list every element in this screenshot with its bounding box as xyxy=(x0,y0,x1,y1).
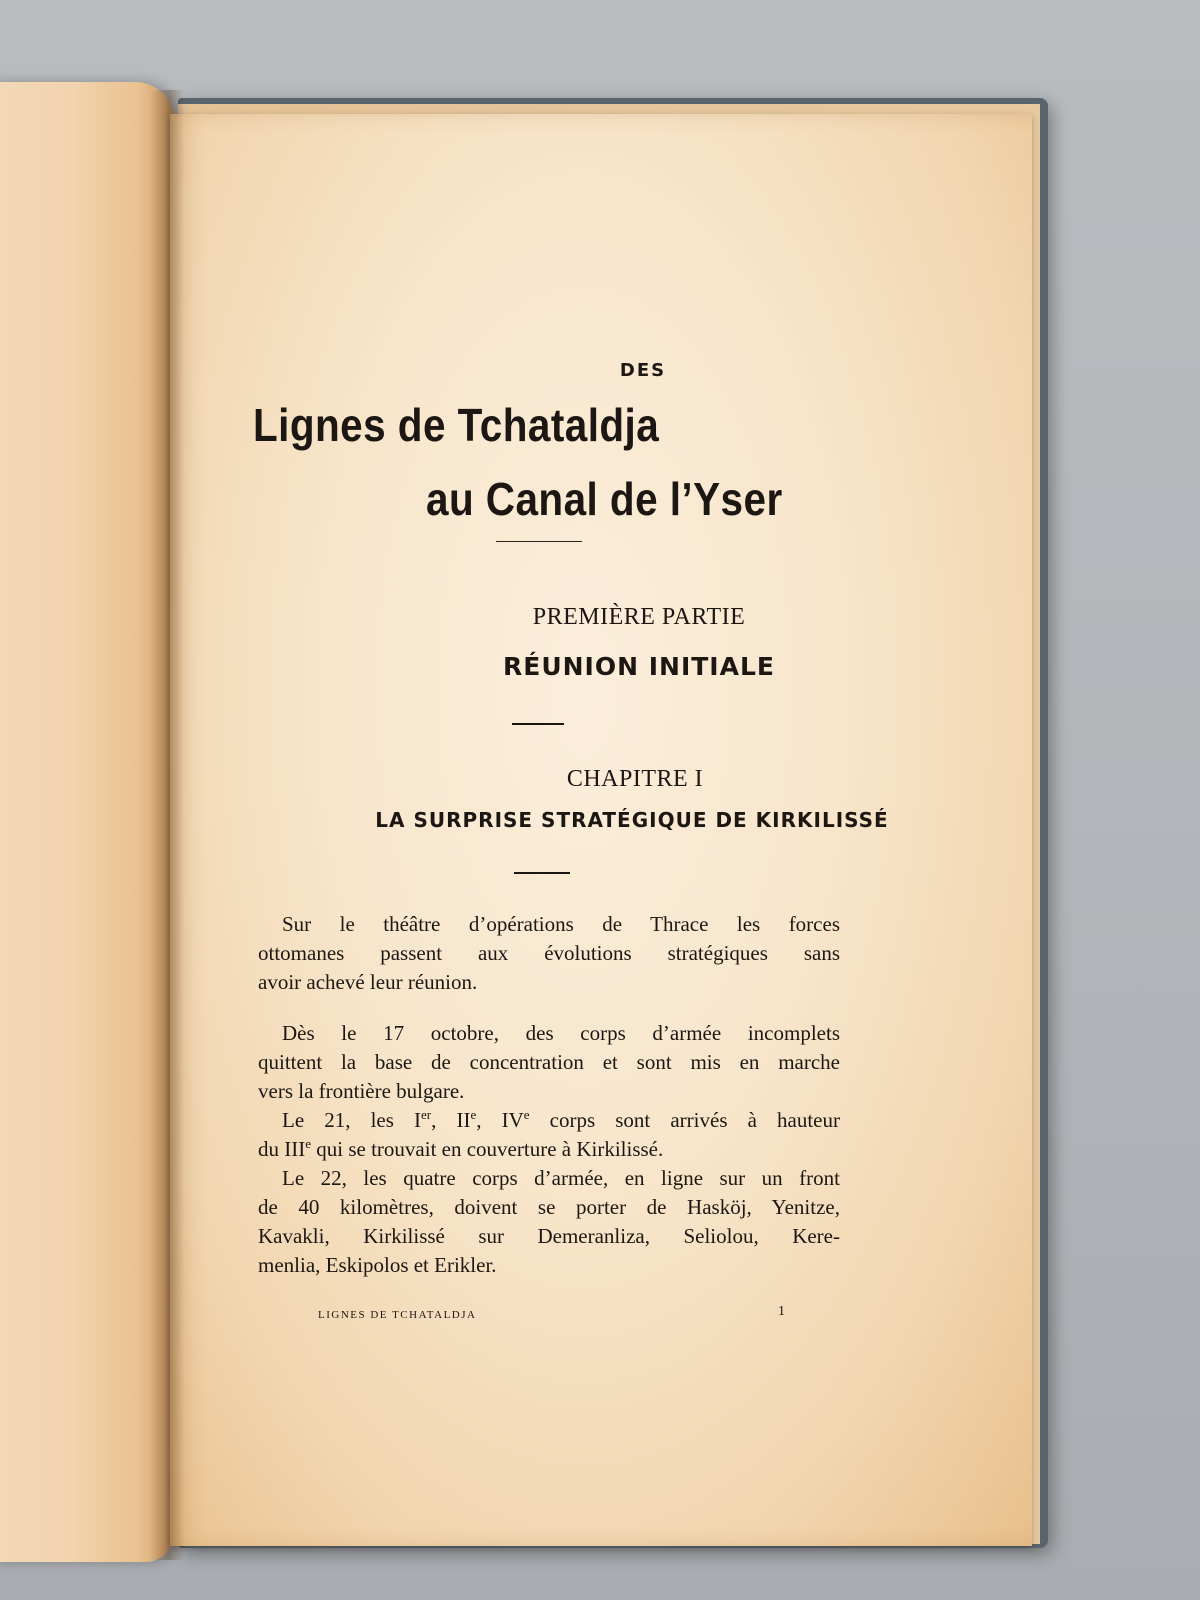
left-facing-page xyxy=(0,82,175,1562)
superscript: er xyxy=(421,1107,432,1122)
paragraph-block-2 xyxy=(258,1019,840,1280)
text-line: Le 22, les quatre corps d’armée, en ligne sur un front xyxy=(282,1166,840,1190)
text-line: de 40 kilomètres, doivent se porter de Hasköj, Yenitze, xyxy=(258,1195,840,1219)
text-fragment: corps sont arrivés à hauteur xyxy=(529,1108,840,1132)
title-line-1: Lignes de Tchataldja xyxy=(253,399,660,451)
text-line xyxy=(258,1106,840,1135)
title-divider xyxy=(496,541,582,542)
chapter-label: CHAPITRE I xyxy=(566,766,704,792)
text-line: Dès le 17 octobre, des corps d’armée incomplets xyxy=(282,1021,840,1045)
chapter-divider xyxy=(514,872,570,874)
footer-running-title: LIGNES DE TCHATALDJA xyxy=(318,1309,477,1321)
text-fragment: , IV xyxy=(476,1108,524,1132)
title-kicker: DES xyxy=(619,360,667,381)
text-fragment: Le 21, les I xyxy=(282,1108,422,1132)
title-line-2: au Canal de l’Yser xyxy=(426,473,783,525)
text-line: vers la frontière bulgare. xyxy=(258,1079,465,1103)
superscript: e xyxy=(470,1107,477,1122)
text-line: Kavakli, Kirkilissé sur Demeranliza, Seliolou, Kere- xyxy=(258,1224,840,1248)
superscript: e xyxy=(523,1107,530,1122)
chapter-title: LA SURPRISE STRATÉGIQUE DE KIRKILISSÉ xyxy=(375,808,889,832)
text-fragment: , II xyxy=(431,1108,471,1132)
superscript: e xyxy=(305,1136,312,1151)
footer-signature-number: 1 xyxy=(778,1304,785,1319)
text-line: avoir achevé leur réunion. xyxy=(258,970,478,994)
part-label: PREMIÈRE PARTIE xyxy=(532,604,746,630)
text-fragment: qui se trouvait en couverture à Kirkilissé. xyxy=(311,1137,664,1161)
part-divider xyxy=(512,723,564,725)
text-line: Sur le théâtre d’opérations de Thrace les forces xyxy=(282,912,840,936)
text-line: quittent la base de concentration et sont mis en marche xyxy=(258,1050,840,1074)
text-fragment: du III xyxy=(258,1137,306,1161)
page-content xyxy=(170,114,1032,1546)
part-title: RÉUNION INITIALE xyxy=(503,652,775,681)
paragraph-1 xyxy=(258,910,840,997)
text-line: menlia, Eskipolos et Erikler. xyxy=(258,1253,497,1277)
text-line xyxy=(258,1135,840,1164)
text-line: ottomanes passent aux évolutions stratégiques sans xyxy=(258,941,840,965)
